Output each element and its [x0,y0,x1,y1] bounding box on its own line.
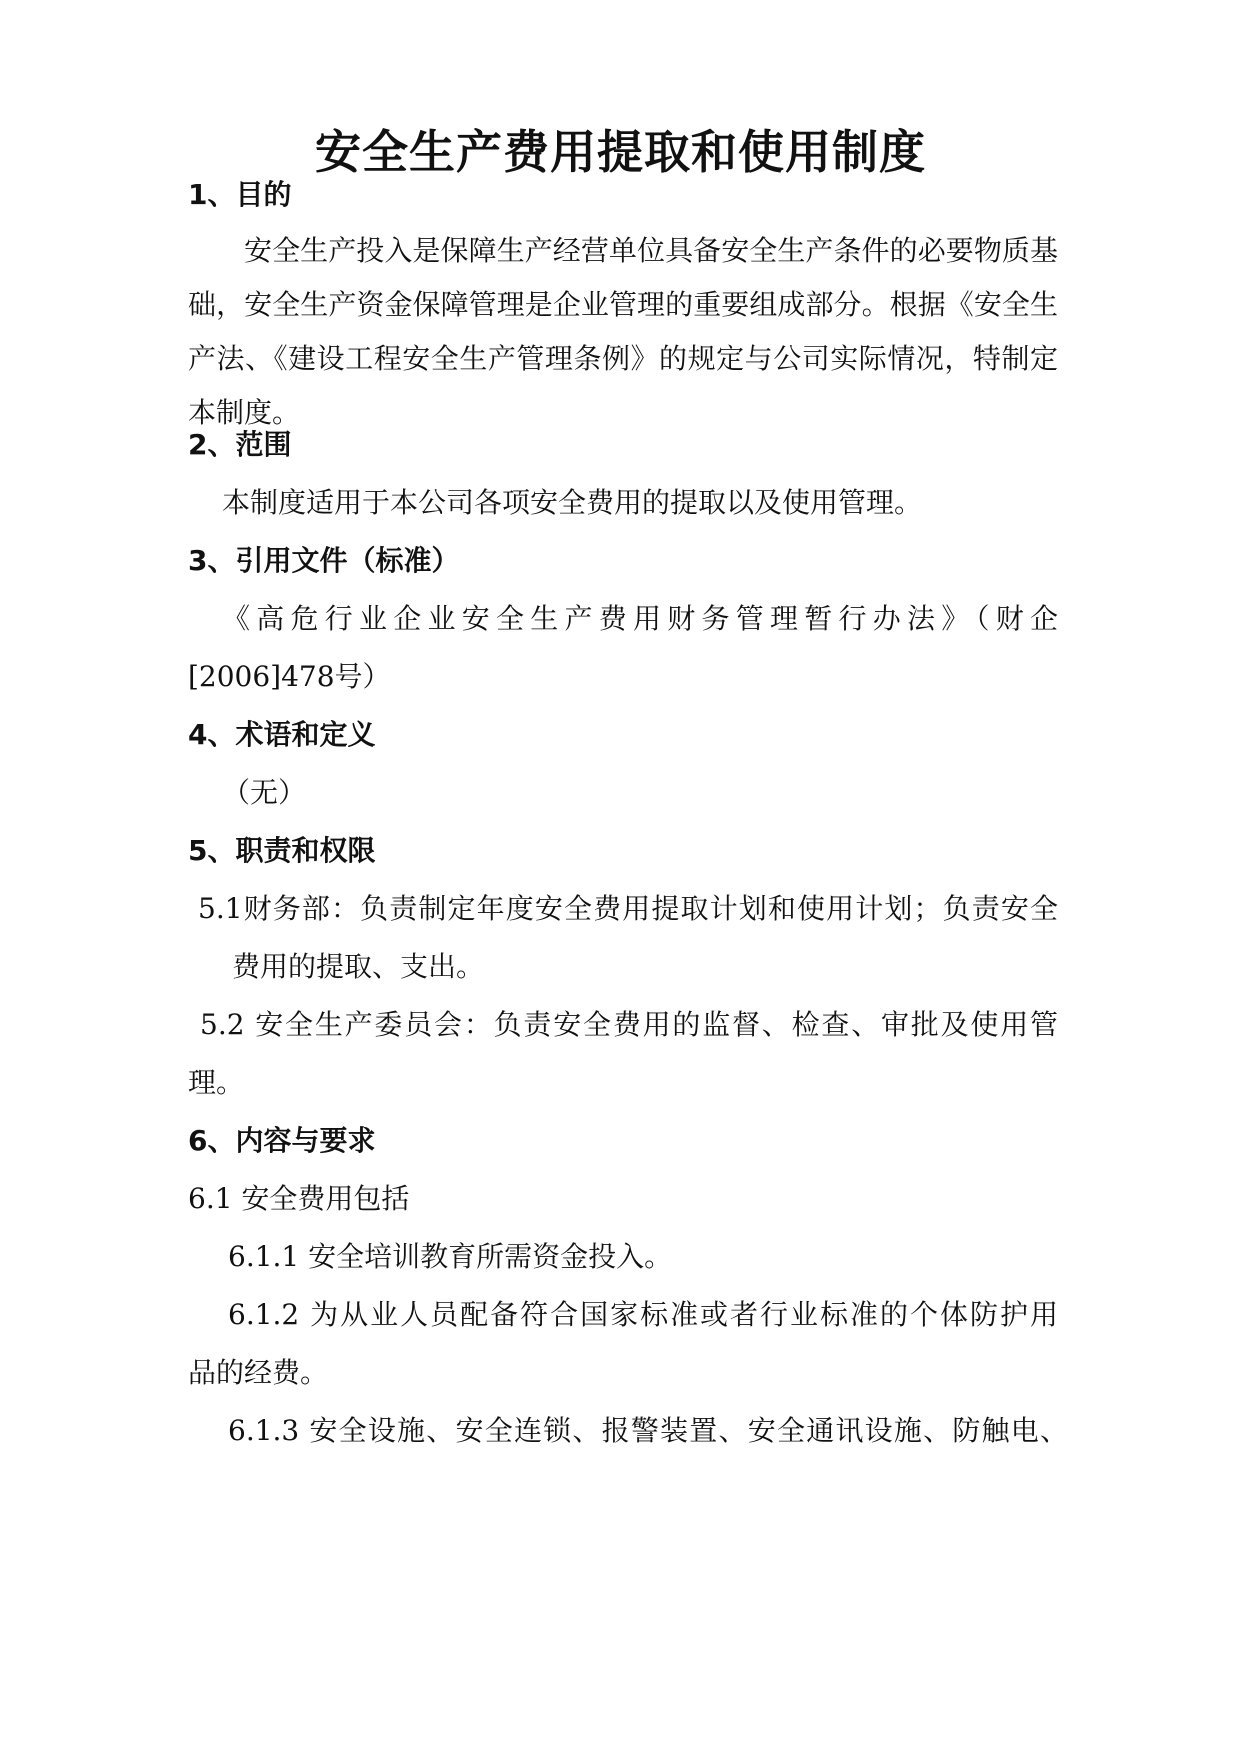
section-6-item-3-line-1: 6.1.3 安全设施、安全连锁、报警装置、安全通讯设施、防触电、 [228,1414,1068,1447]
section-6-item-2-line-2: 品的经费。 [188,1356,329,1389]
section-5-heading: 5、职责和权限 [188,834,376,867]
section-1-heading: 1、目的 [188,178,292,211]
section-4-body: （无） [222,776,307,809]
section-3-body-line-2: [2006]478号） [188,660,391,693]
section-1-body: 安全生产投入是保障生产经营单位具备安全生产条件的必要物质基础，安全生产资金保障管理是企业管理的重要组成部分。根据《安全生产法、《建设工程安全生产管理条例》的规定与公司实际情况，特制定本制度。 [188,234,1058,429]
section-6-item-2-line-1: 6.1.2 为从业人员配备符合国家标准或者行业标准的个体防护用 [228,1298,1058,1331]
document-title: 安全生产费用提取和使用制度 [315,125,926,179]
section-5-item-2-line-2: 理。 [188,1066,245,1099]
section-2-body: 本制度适用于本公司各项安全费用的提取以及使用管理。 [222,486,923,519]
section-5-item-1-line-2: 费用的提取、支出。 [232,950,485,983]
section-6-heading: 6、内容与要求 [188,1124,376,1157]
section-6-sub-1: 6.1 安全费用包括 [188,1182,410,1215]
section-2-heading: 2、范围 [188,428,292,461]
section-5-item-1-line-1: 5.1财务部：负责制定年度安全费用提取计划和使用计划；负责安全 [198,892,1058,925]
section-3-body-line-1: 《高危行业企业安全生产费用财务管理暂行办法》（财企 [222,602,1058,635]
section-4-heading: 4、术语和定义 [188,718,376,751]
section-5-item-2-line-1: 5.2 安全生产委员会：负责安全费用的监督、检查、审批及使用管 [200,1008,1058,1041]
section-3-heading: 3、引用文件（标准） [188,544,460,577]
section-6-item-1: 6.1.1 安全培训教育所需资金投入。 [228,1240,673,1273]
